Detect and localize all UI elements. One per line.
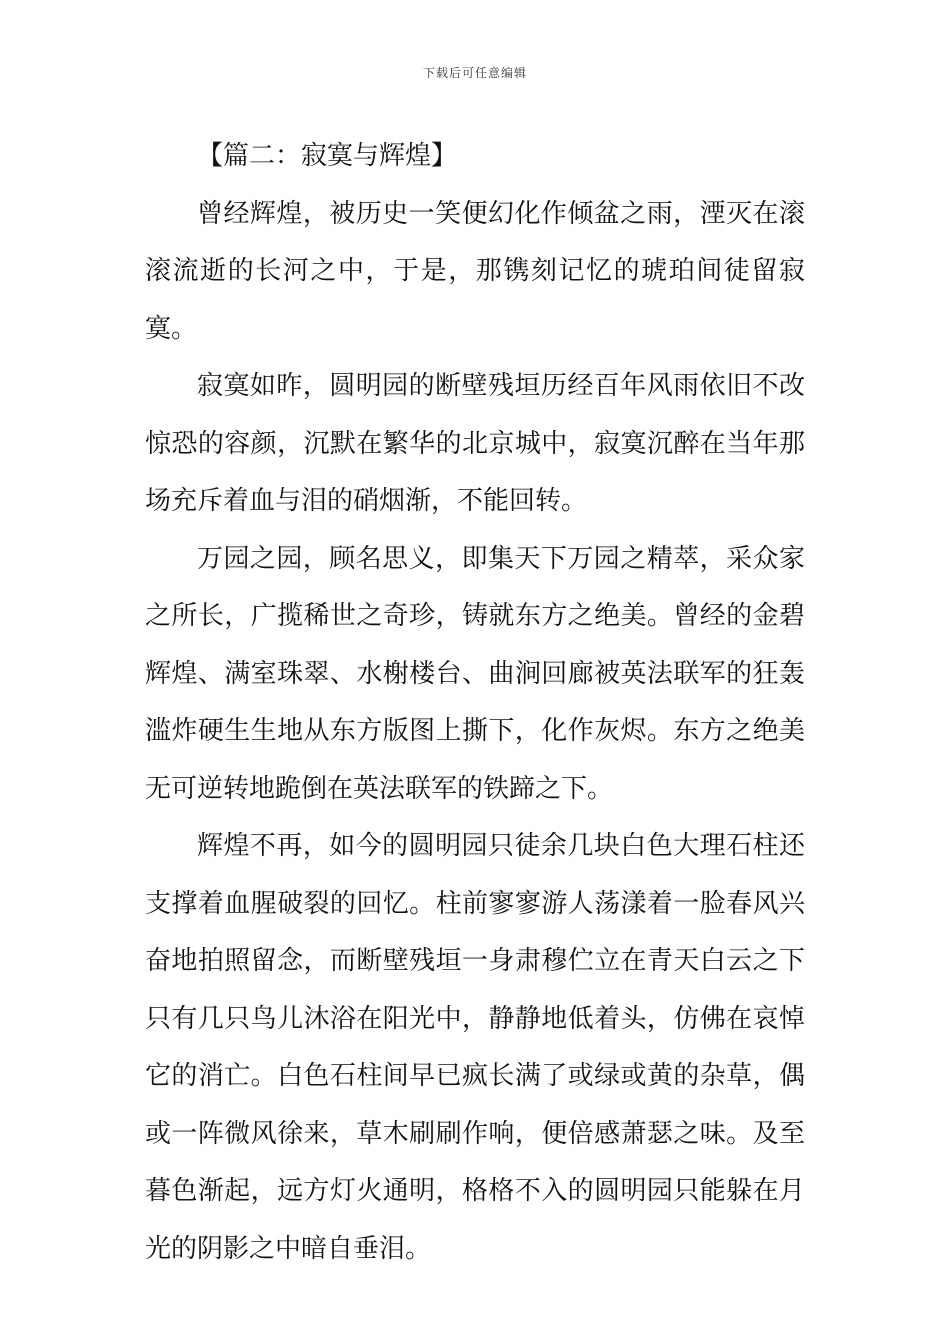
page-header: 下载后可任意编辑 — [422, 66, 527, 80]
paragraph-3: 万园之园，顾名思义，即集天下万园之精萃，采众家之所长，广揽稀世之奇珍，铸就东方之绝美。曾经的金碧辉煌、满室珠翠、水榭楼台、曲涧回廊被英法联军的狂轰滥炸硬生生地从东方版图上撕下，化作灰烬。东方之绝美无可逆转地跪倒在英法联军的铁蹄之下。 — [145, 543, 805, 804]
paragraph-1: 曾经辉煌，被历史一笑便幻化作倾盆之雨，湮灭在滚滚流逝的长河之中，于是，那镌刻记忆的琥珀间徒留寂寞。 — [145, 198, 805, 344]
paragraph-2: 寂寞如昨，圆明园的断壁残垣历经百年风雨依旧不改惊恐的容颜，沉默在繁华的北京城中，寂寞沉醉在当年那场充斥着血与泪的硝烟渐，不能回转。 — [145, 371, 805, 516]
paragraph-4: 辉煌不再，如今的圆明园只徒余几块白色大理石柱还支撑着血腥破裂的回忆。柱前寥寥游人荡漾着一脸春风兴奋地拍照留念，而断壁残垣一身肃穆伫立在青天白云之下只有几只鸟儿沐浴在阳光中，静静地低着头，仿佛在哀悼它的消亡。白色石柱间早已疯长满了或绿或黄的杂草，偶或一阵微风徐来，草木刷刷作响，便倍感萧瑟之味。及至暮色渐起，远方灯火通明，格格不入的圆明园只能躲在月光的阴影之中暗自垂泪。 — [145, 831, 805, 1264]
article-title: 【篇二：寂寞与辉煌】 — [197, 141, 458, 171]
document-body — [145, 128, 805, 1278]
